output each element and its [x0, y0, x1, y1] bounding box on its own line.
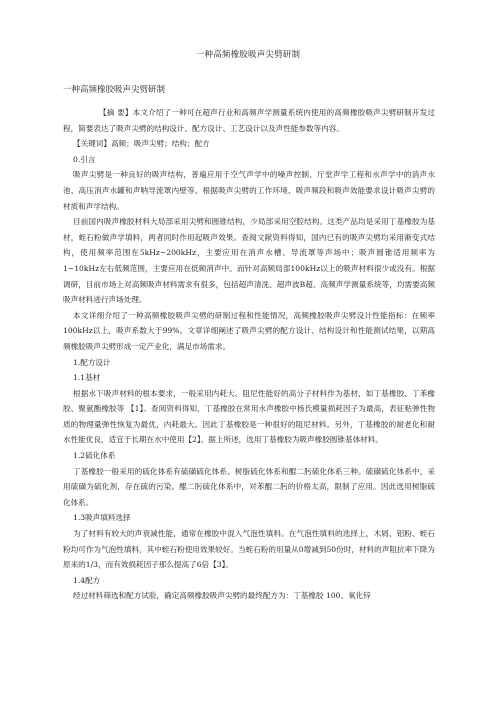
formula-paragraph: 经过材料筛选和配方试验，确定高频橡胶吸声尖劈的最终配方为：丁基橡胶 100、氧化锌	[73, 591, 371, 601]
filler-paragraph: 为了材料有较大的声衰减性能，通常在橡胶中混入气泡性填料。在气泡性填料的选择上，木屑、铝粉、蛭石粉均可作为气泡性填料，其中蛭石粉使用效果较好。当蛭石粉的用量从0增减到50份时，材料的声阻抗率下降为原来的1/3，而有效损耗因子那么提高了6倍【3】。	[63, 529, 435, 570]
section-heading-1-3: 1.3吸声填料选择	[73, 513, 131, 523]
section-heading-0: 0.引言	[73, 154, 96, 164]
vulcanization-paragraph: 丁基橡胶一般采用的硫化体系有硫磺硫化体系、树脂硫化体系和醌二肟硫化体系三种。硫磺硫化体系中，采用硫磺为硫化剂，存在硫的污染。醌二肟硫化体系中，对苯醌二肟的价格太高，限制了应用。因此选用树脂硫化体系。	[63, 466, 435, 507]
section-heading-1-1: 1.1基材	[73, 373, 101, 383]
article-body	[63, 105, 435, 604]
keywords-line: 【关键词】高频；吸声尖劈；结构；配方	[73, 139, 210, 149]
article-subtitle: 一种高频橡胶吸声尖劈研制	[63, 85, 166, 95]
page-title: 一种高频橡胶吸声尖劈研制	[195, 50, 301, 60]
intro-paragraph-3: 本文详细介绍了一种高频橡胶吸声尖劈的研制过程和性能情况，高频橡胶吸声尖劈设计性能指标：在频率100kHz以上，吸声系数大于99%。文章详细阐述了吸声尖劈的配方设计、结构设计和性能测试结果，以期高频橡胶吸声尖劈形成一定产业化，满足市场需求。	[63, 310, 435, 351]
base-material-paragraph: 根据水下吸声材料的根本要求，一般采用内耗大、阻尼性能好的高分子材料作为基材，如丁基橡胶、丁苯橡胶、聚氨酯橡胶等 【1】。查阅资料得知，丁基橡胶在常用水声橡胶中杨氏模量损耗因子为最高，表征粘弹性物质的物理量弹性恢复为最优，内耗最大。因此丁基橡胶是一种很好的阻尼材料。另外，丁基橡胶的耐老化和耐水性能优良，适宜于长期在水中使用【2】。据上所述，选用丁基橡胶为吸声橡胶圆锥基体材料。	[63, 388, 435, 445]
section-heading-1: 1.配方设计	[73, 357, 111, 367]
section-heading-1-2: 1.2硫化体系	[73, 451, 116, 461]
intro-paragraph-1: 吸声尖劈是一种良好的吸声结构，普遍应用于空气声学中的噪声控制、厅堂声学工程和水声学中的消声水池、高压消声水罐和声呐导流罩内壁等。根据吸声尖劈的工作环境、吸声频段和吸声效能要求设计吸声尖劈的材质和声学结构。	[63, 170, 435, 211]
intro-paragraph-2: 目前国内吸声橡胶材料大局部采用尖劈和圆锥结构，少局部采用空腔结构。这类产品均是采用丁基橡胶为基材，蛭石粉做声学填料，两者同时作用起吸声效果。查阅文献资料得知，国内已有的吸声尖劈均采用渐变式结构，使用频率范围在5kHz~200kHz，主要应用在消声水槽、导流罩等声场中；吸声圆锥适用频率为1~10kHz左右低频范围，主要应用在低频消声中。而针对高频局部100kHz以上的吸声材料很少或没有。根据调研，目前市场上对高频吸声材料需求有很多，包括超声清洗、超声波B超、高频声学测量系统等，均需要高频吸声材料进行声场处理。	[63, 217, 435, 305]
abstract-paragraph: 【摘 要】本文介绍了一种可在超声行业和高频声学测量系统内使用的高频橡胶吸声尖劈研制开发过程，简要表达了吸声尖劈的结构设计、配方设计、工艺设计以及声性能参数等内容。	[63, 108, 435, 133]
section-heading-1-4: 1.4配方	[73, 575, 101, 585]
